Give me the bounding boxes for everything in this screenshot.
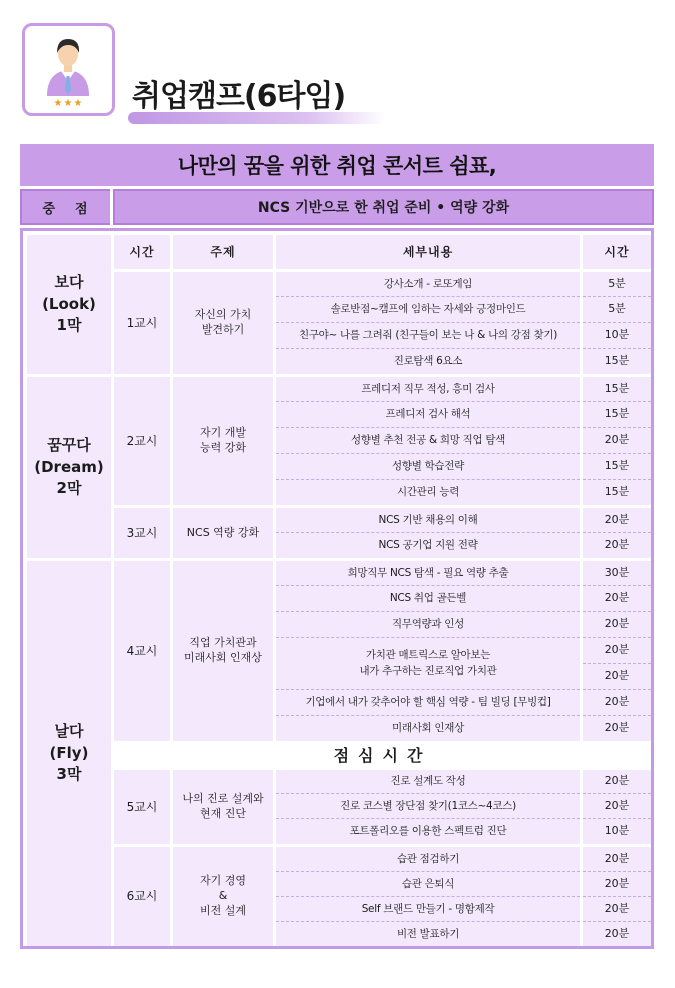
duration: 20분 — [583, 638, 651, 664]
duration: 20분 — [583, 897, 651, 922]
col-header-duration: 시간 — [583, 235, 651, 269]
period-label: 1교시 — [114, 272, 170, 374]
detail-row: 포트폴리오를 이용한 스펙트럼 진단 — [276, 819, 580, 844]
act-en: (Fly) — [49, 743, 89, 762]
period-subject: 자기 개발 능력 강화 — [173, 377, 273, 505]
duration: 20분 — [583, 872, 651, 897]
duration: 20분 — [583, 770, 651, 794]
detail-row: 습관 점검하기 — [276, 847, 580, 872]
duration: 20분 — [583, 922, 651, 946]
duration: 20분 — [583, 716, 651, 741]
duration: 20분 — [583, 847, 651, 872]
schedule-table — [20, 228, 654, 949]
period-label: 2교시 — [114, 377, 170, 505]
banner-title: 나만의 꿈을 위한 취업 콘서트 쉼표, — [20, 144, 654, 186]
detail-row: 기업에서 내가 갖추어야 할 핵심 역량 - 팀 빌딩 [무빙컵] — [276, 690, 580, 716]
act-dream — [27, 377, 111, 558]
duration: 5분 — [583, 297, 651, 323]
detail-row: 프레디저 직무 적성, 흥미 검사 — [276, 377, 580, 402]
act-en: (Dream) — [34, 457, 104, 476]
duration: 20분 — [583, 428, 651, 454]
period-subject: 자신의 가치 발견하기 — [173, 272, 273, 374]
duration: 5분 — [583, 272, 651, 297]
detail-row: 진로 코스별 장단점 찾기(1코스~4코스) — [276, 794, 580, 819]
detail-row: 직무역량과 인성 — [276, 612, 580, 638]
detail-row: Self 브랜드 만들기 - 명함제작 — [276, 897, 580, 922]
detail-row: 희망직무 NCS 탐색 - 필요 역량 추출 — [276, 561, 580, 586]
period-subject: 직업 가치관과 미래사회 인재상 — [173, 561, 273, 741]
act-en: (Look) — [42, 294, 96, 313]
duration: 20분 — [583, 794, 651, 819]
duration: 20분 — [583, 664, 651, 690]
detail-row: 솔로반점~캠프에 임하는 자세와 긍정마인드 — [276, 297, 580, 323]
period-subject: 나의 진로 설계와 현재 진단 — [173, 770, 273, 844]
duration: 20분 — [583, 586, 651, 612]
detail-row: 비전 발표하기 — [276, 922, 580, 946]
period-label: 4교시 — [114, 561, 170, 741]
duration: 15분 — [583, 377, 651, 402]
avatar — [22, 23, 115, 116]
act-name: 꿈꾸다 — [47, 435, 91, 454]
col-header-subject: 주제 — [173, 235, 273, 269]
duration: 15분 — [583, 349, 651, 374]
duration: 15분 — [583, 454, 651, 480]
duration: 20분 — [583, 533, 651, 558]
duration: 20분 — [583, 508, 651, 533]
detail-row: NCS 취업 골든벨 — [276, 586, 580, 612]
col-header-time: 시간 — [114, 235, 170, 269]
focus-row — [20, 189, 654, 225]
detail-row: NCS 기반 채용의 이해 — [276, 508, 580, 533]
rating-stars: ★★★ — [53, 98, 84, 109]
detail-row: 프레디저 검사 해석 — [276, 402, 580, 428]
duration: 20분 — [583, 690, 651, 716]
duration: 10분 — [583, 323, 651, 349]
duration: 15분 — [583, 480, 651, 505]
detail-row: 시간관리 능력 — [276, 480, 580, 505]
period-subject: NCS 역량 강화 — [173, 508, 273, 558]
duration: 30분 — [583, 561, 651, 586]
duration: 15분 — [583, 402, 651, 428]
detail-row: 진로탐색 6요소 — [276, 349, 580, 374]
period-label: 3교시 — [114, 508, 170, 558]
act-number: 2막 — [56, 479, 82, 498]
detail-row: 성향별 추천 전공 & 희망 직업 탐색 — [276, 428, 580, 454]
page-title: 취업캠프(6타임) — [132, 79, 346, 114]
act-fly — [27, 561, 111, 946]
focus-label: 중점 — [20, 189, 110, 225]
col-header-detail: 세부내용 — [276, 235, 580, 269]
act-number: 1막 — [56, 316, 82, 335]
lunch-break: 점심시간 — [114, 744, 651, 767]
detail-row: 성향별 학습전략 — [276, 454, 580, 480]
detail-row: 진로 설계도 작성 — [276, 770, 580, 794]
duration: 10분 — [583, 819, 651, 844]
act-name: 보다 — [54, 272, 84, 291]
duration: 20분 — [583, 612, 651, 638]
act-number: 3막 — [56, 765, 82, 784]
period-subject: 자기 경영 & 비전 설계 — [173, 847, 273, 946]
act-name: 날다 — [54, 721, 84, 740]
detail-row: NCS 공기업 지원 전략 — [276, 533, 580, 558]
detail-row: 가치관 매트릭스로 알아보는 내가 추구하는 진로직업 가치관 — [276, 638, 580, 690]
period-label: 6교시 — [114, 847, 170, 946]
detail-row: 강사소개 - 로또게임 — [276, 272, 580, 297]
act-look — [27, 235, 111, 374]
detail-row: 습관 은퇴식 — [276, 872, 580, 897]
detail-row: 친구야~ 나를 그려줘 (친구들이 보는 나 & 나의 강점 찾기) — [276, 323, 580, 349]
period-label: 5교시 — [114, 770, 170, 844]
focus-value: NCS 기반으로 한 취업 준비 • 역량 강화 — [113, 189, 654, 225]
detail-row: 미래사회 인재상 — [276, 716, 580, 741]
